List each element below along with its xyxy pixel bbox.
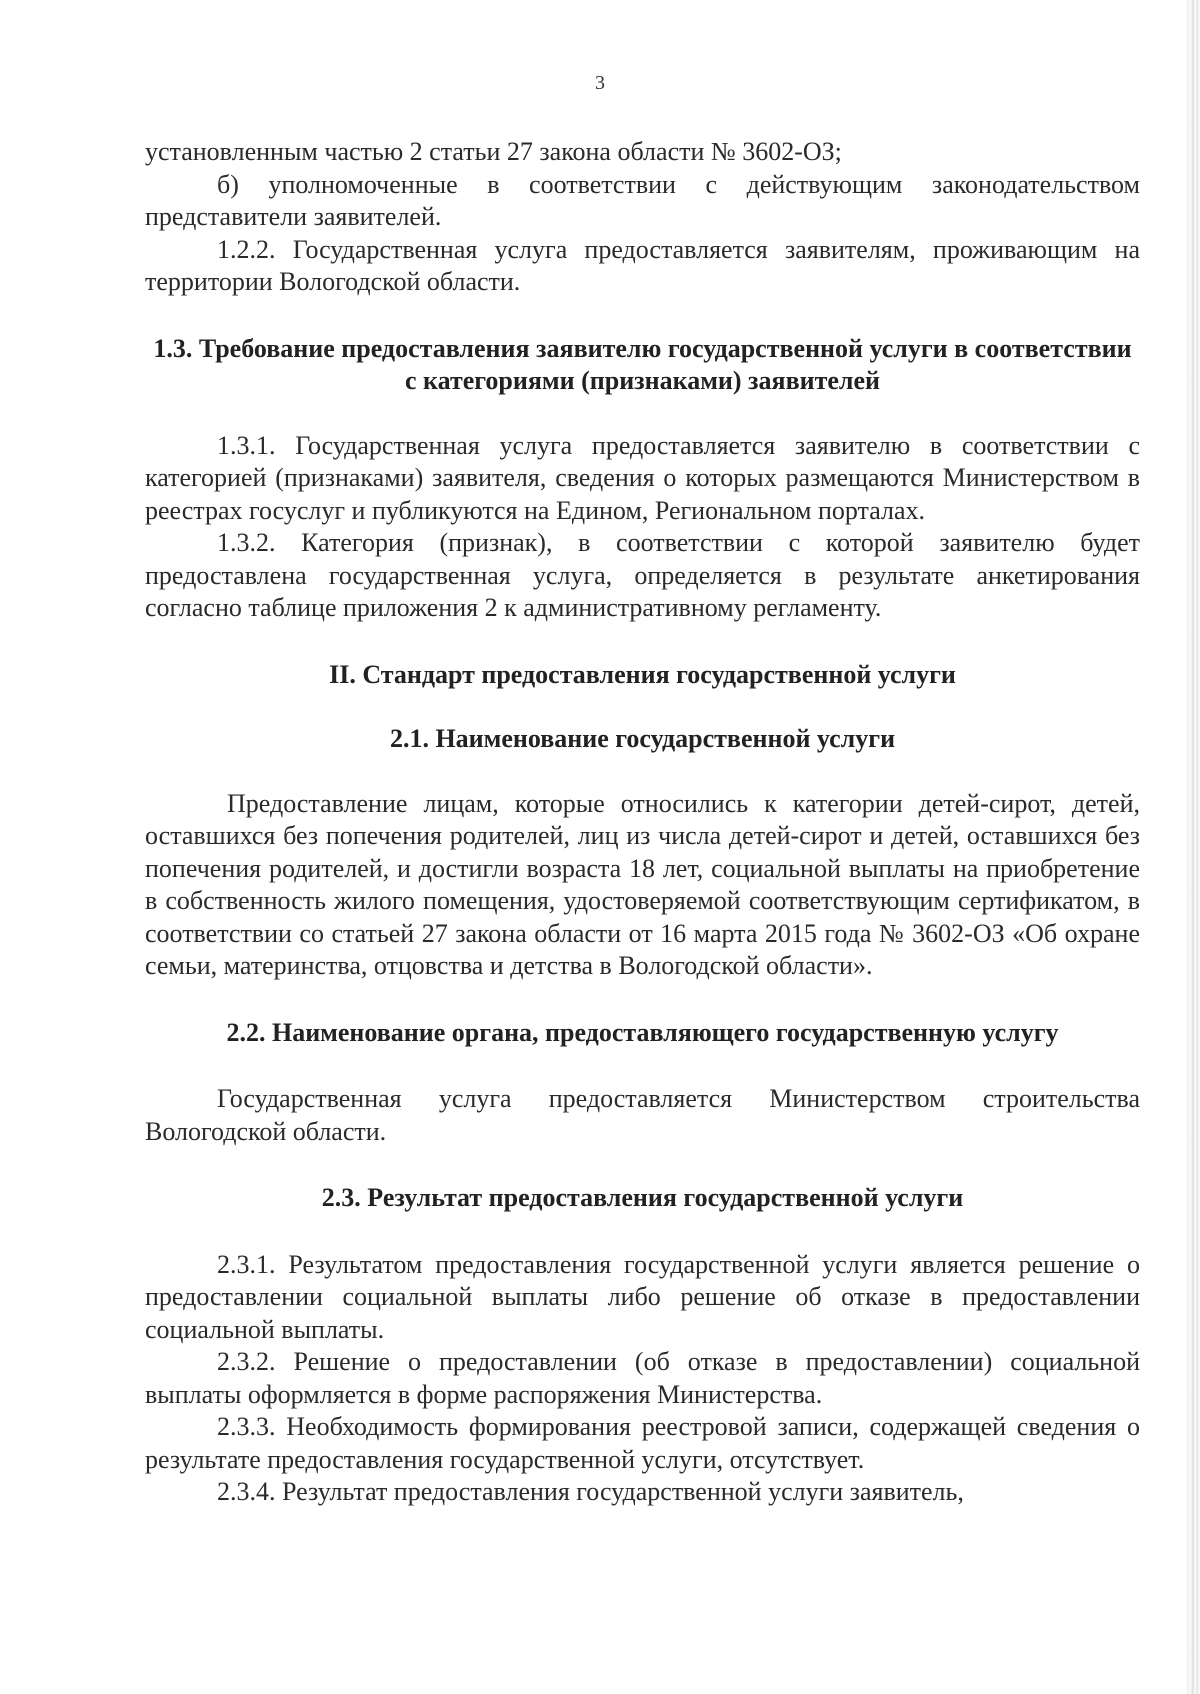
scan-edge-border [1186, 0, 1200, 1694]
heading-2-3: 2.3. Результат предоставления государственной услуги [321, 1183, 964, 1212]
paragraph-2-2: Государственная услуга предоставляется Министерством строительства Вологодской области. [145, 1084, 1140, 1146]
paragraph-1-2-2: 1.2.2. Государственная услуга предоставляется заявителям, проживающим на территории Вологодской области. [145, 234, 1140, 296]
document-body [145, 136, 1140, 1509]
paragraph-2-3-3: 2.3.3. Необходимость формирования реестровой записи, содержащей сведения о результате предоставления государственной услуги, отсутствует. [145, 1412, 1140, 1474]
paragraph-1-3-2: 1.3.2. Категория (признак), в соответствии с которой заявителю будет предоставлена государственная услуга, определяется в результате анкетирования согласно таблице приложения 2 к административному регламенту. [145, 528, 1140, 622]
heading-2-1: 2.1. Наименование государственной услуги [389, 724, 896, 753]
paragraph-2-3-4: 2.3.4. Результат предоставления государственной услуги заявитель, [217, 1477, 964, 1506]
page-number: 3 [595, 72, 605, 94]
paragraph-2-3-2: 2.3.2. Решение о предоставлении (об отказе в предоставлении) социальной выплаты оформляется в форме распоряжения Министерства. [145, 1347, 1140, 1409]
paragraph-2-3-1: 2.3.1. Результатом предоставления государственной услуги является решение о предоставлении социальной выплаты либо решение об отказе в предоставлении социальной выплаты. [145, 1249, 1140, 1344]
heading-2-2: 2.2. Наименование органа, предоставляющего государственную услугу [226, 1017, 1059, 1047]
heading-section-ii: II. Стандарт предоставления государственной услуги [329, 659, 956, 689]
paragraph-2-1: Предоставление лицам, которые относились к категории детей-сирот, детей, оставшихся без попечения родителей, лиц из числа детей-сирот и детей, оставшихся без попечения родителей, и достигли возраста 18 лет, социальной выплаты на приобретение в собственность жилого помещения, удостоверяемой соответствующим сертификатом, в соответствии со статьей 27 закона области от 16 марта 2015 года № 3602-ОЗ «Об охране семьи, материнства, отцовства и детства в Вологодской области». [145, 788, 1140, 980]
paragraph-continuation: установленным частью 2 статьи 27 закона области № 3602-ОЗ; [145, 137, 842, 166]
paragraph-representatives: б) уполномоченные в соответствии с действующим законодательством представители заявителей. [145, 169, 1140, 231]
paragraph-1-3-1: 1.3.1. Государственная услуга предоставляется заявителю в соответствии с категорией (признаками) заявителя, сведения о которых размещаются Министерством в реестрах госуслуг и публикуются на Едином, Региональном порталах. [145, 430, 1140, 525]
heading-1-3: 1.3. Требование предоставления заявителю государственной услуги в соответствии с категориями (признаками) заявителей [153, 333, 1132, 395]
